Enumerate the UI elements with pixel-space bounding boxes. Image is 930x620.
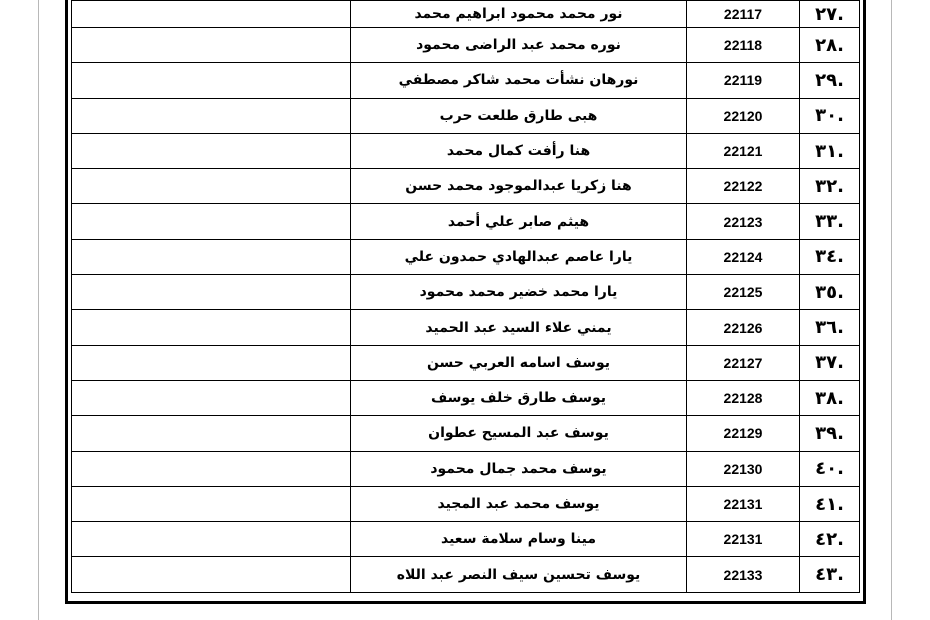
student-list-body	[72, 1, 860, 593]
seat-number: 22124	[687, 239, 800, 274]
table-row	[72, 522, 860, 557]
blank-cell	[72, 28, 351, 63]
table-row	[72, 416, 860, 451]
table-row	[72, 380, 860, 415]
student-name: هنا رأفت كمال محمد	[351, 133, 687, 168]
seat-number: 22131	[687, 522, 800, 557]
table-row	[72, 204, 860, 239]
student-name: مينا وسام سلامة سعيد	[351, 522, 687, 557]
student-list-table	[71, 0, 860, 593]
table-row	[72, 310, 860, 345]
row-number: .٤٣	[800, 557, 860, 592]
row-number: .٢٩	[800, 63, 860, 98]
student-name: يوسف محمد جمال محمود	[351, 451, 687, 486]
blank-cell	[72, 63, 351, 98]
student-name: يوسف محمد عبد المجيد	[351, 486, 687, 521]
blank-cell	[72, 416, 351, 451]
row-number: .٢٧	[800, 1, 860, 28]
seat-number: 22123	[687, 204, 800, 239]
row-number: .٣٨	[800, 380, 860, 415]
table-row	[72, 28, 860, 63]
blank-cell	[72, 239, 351, 274]
student-name: نور محمد محمود ابراهيم محمد	[351, 1, 687, 28]
seat-number: 22129	[687, 416, 800, 451]
blank-cell	[72, 486, 351, 521]
seat-number: 22118	[687, 28, 800, 63]
blank-cell	[72, 204, 351, 239]
student-name: يوسف طارق خلف يوسف	[351, 380, 687, 415]
seat-number: 22133	[687, 557, 800, 592]
row-number: .٣٢	[800, 169, 860, 204]
row-number: .٣٠	[800, 98, 860, 133]
student-name: هبى طارق طلعت حرب	[351, 98, 687, 133]
table-row	[72, 63, 860, 98]
seat-number: 22121	[687, 133, 800, 168]
seat-number: 22122	[687, 169, 800, 204]
student-name: هيثم صابر علي أحمد	[351, 204, 687, 239]
row-number: .٤٢	[800, 522, 860, 557]
student-name: نوره محمد عبد الراضى محمود	[351, 28, 687, 63]
student-name: يمني علاء السيد عبد الحميد	[351, 310, 687, 345]
seat-number: 22120	[687, 98, 800, 133]
row-number: .٤١	[800, 486, 860, 521]
page-margin-line-left	[38, 0, 39, 620]
row-number: .٣١	[800, 133, 860, 168]
seat-number: 22131	[687, 486, 800, 521]
blank-cell	[72, 169, 351, 204]
blank-cell	[72, 1, 351, 28]
seat-number: 22125	[687, 275, 800, 310]
blank-cell	[72, 380, 351, 415]
table-row	[72, 275, 860, 310]
blank-cell	[72, 310, 351, 345]
row-number: .٢٨	[800, 28, 860, 63]
seat-number: 22119	[687, 63, 800, 98]
student-name: يوسف اسامه العربي حسن	[351, 345, 687, 380]
row-number: .٣٣	[800, 204, 860, 239]
blank-cell	[72, 522, 351, 557]
table-row	[72, 1, 860, 28]
blank-cell	[72, 133, 351, 168]
row-number: .٤٠	[800, 451, 860, 486]
row-number: .٣٩	[800, 416, 860, 451]
seat-number: 22126	[687, 310, 800, 345]
blank-cell	[72, 557, 351, 592]
student-name: يوسف عبد المسيح عطوان	[351, 416, 687, 451]
table-row	[72, 98, 860, 133]
table-row	[72, 133, 860, 168]
blank-cell	[72, 98, 351, 133]
seat-number: 22127	[687, 345, 800, 380]
student-name: نورهان نشأت محمد شاكر مصطفي	[351, 63, 687, 98]
blank-cell	[72, 275, 351, 310]
table-row	[72, 239, 860, 274]
blank-cell	[72, 345, 351, 380]
page-margin-line-right	[891, 0, 892, 620]
student-name: يارا عاصم عبدالهادي حمدون علي	[351, 239, 687, 274]
blank-cell	[72, 451, 351, 486]
seat-number: 22128	[687, 380, 800, 415]
table-row	[72, 169, 860, 204]
row-number: .٣٥	[800, 275, 860, 310]
table-row	[72, 345, 860, 380]
student-name: يارا محمد خضير محمد محمود	[351, 275, 687, 310]
student-name: هنا زكريا عبدالموجود محمد حسن	[351, 169, 687, 204]
student-name: يوسف تحسين سيف النصر عبد اللاه	[351, 557, 687, 592]
row-number: .٣٦	[800, 310, 860, 345]
table-row	[72, 486, 860, 521]
row-number: .٣٤	[800, 239, 860, 274]
seat-number: 22130	[687, 451, 800, 486]
row-number: .٣٧	[800, 345, 860, 380]
table-row	[72, 451, 860, 486]
seat-number: 22117	[687, 1, 800, 28]
table-row	[72, 557, 860, 592]
